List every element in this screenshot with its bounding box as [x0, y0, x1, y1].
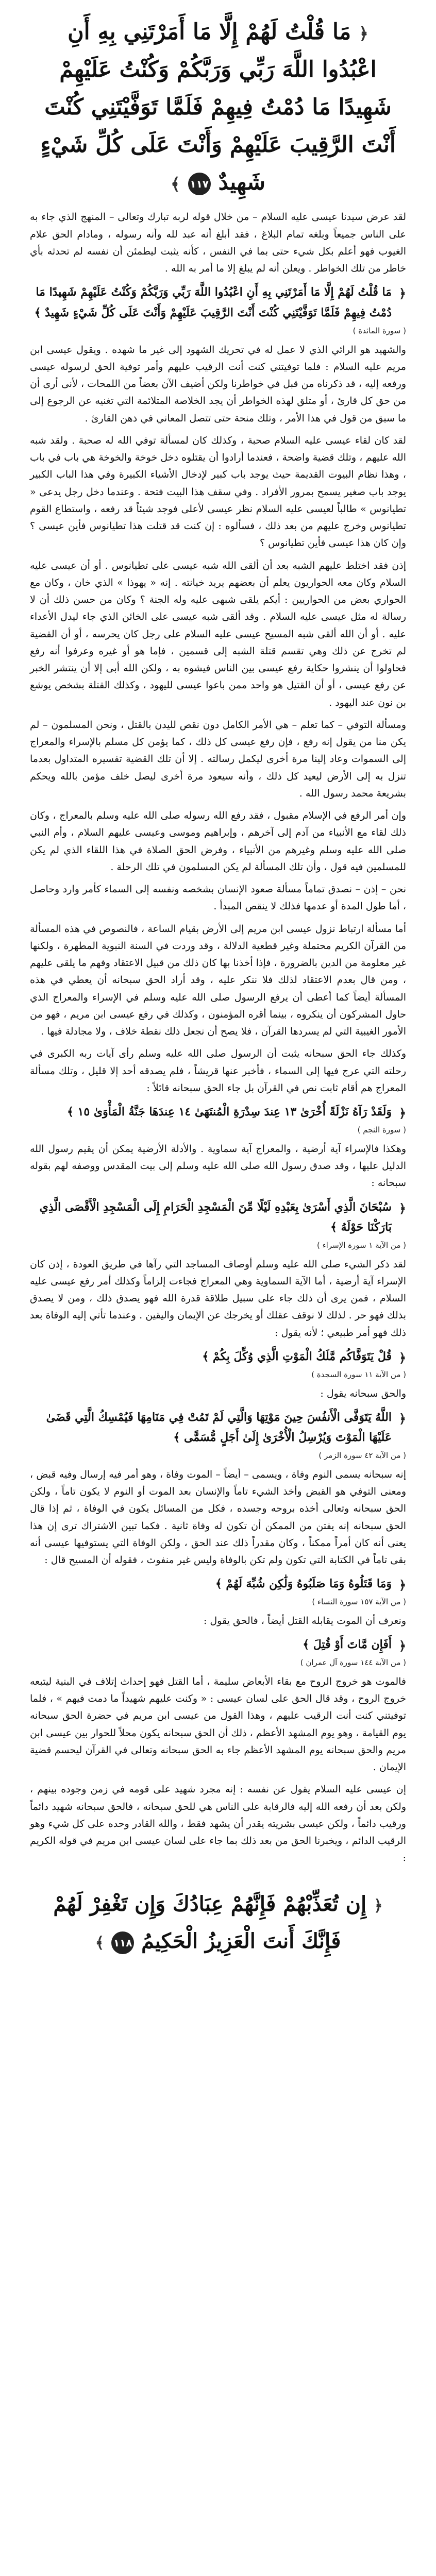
body-paragraph: إنه سبحانه يسمى النوم وفاة ، ويسمى – أيضاً – الموت وفاة ، وهو أمر فيه إرسال وفيه قبض ، ومعنى التوفي هو القبض وأخذ الشيء تاماً والإنسان بعد الموت أو النوم لا يكون تاماً ، ولكن الحق سبحانه وتعالى أخذه بروحه وجسده ، فكل من المسائل يكون في الوفاة ، ثم إذا قال الحق سبحانه إنه يفتن من الممكن أن تكون له وفاة ثانية . فكما تبين الاشتراك ترى إن هذا يعنى أنه كان أمراً ممكناً ، وكان مقدراً ذلك عند الحق ، ولكن الوفاة التي يستوفيها عيسى أنه بقى تاماً في الكتابة التي تكون ولم تكن بالوفاة وليس غير منفوث ، فقوله أن المسيح قال : [30, 1468, 406, 1566]
body-paragraph: نحن – إذن – نصدق تماماً مسألة صعود الإنسان بشخصه ونفسه إلى السماء كأمر وارد وحاصل ، أما طول المدة أو عدمها فذلك لا ينقص المبدأ . [30, 884, 406, 912]
verse-reference: ( من الآية ١٤٤ سورة آل عمران ) [300, 1657, 406, 1667]
quranic-quote [30, 1408, 406, 1448]
body-paragraph: لقد كان لقاء عيسى عليه السلام صحبة ، وكذلك كان لمسألة توفي الله له صحبة . ولقد شبه الله عليهم ، وتلك قضية واضحة ، فعندما أرادوا أن يقتلوه دخل خوخة والخوخة هي باب في باب ، وهذا نظام البيوت القديمة حيث يوجد باب كبير لإدخال الأشياء الكبيرة وفي هذا الباب الكبير يوجد باب صغير يسمح بمرور الأفراد . وفي سقف هذا البيت فتحة . وعندما دخل رجل يدعى « تطيانوس » طالباً لعيسى عليه السلام نظر عيسى لأعلى فوجد شيئاً قد رفعه ، واستطاع القوم تطيانوس وخرج عليهم من بعد ذلك ، فسألوه : إن كنت قد قتلت هذا تطيانوس فأين عيسى ؟ وإن كان هذا عيسى فأين تطيانوس ؟ [30, 434, 406, 549]
quote-bracket-mark: ﴿ [398, 1411, 406, 1426]
verse-reference: ( من الآية ١ سورة الإسراء ) [317, 1240, 406, 1250]
quote-bracket-mark: ﴿ [398, 1638, 406, 1654]
closing-close-bracket: ﴾ [95, 1934, 105, 1952]
quote-text: وَمَا قَتَلُوهُ وَمَا صَلَبُوهُ وَلَٰكِن شُبِّهَ لَهُمْ ﴾ [215, 1577, 392, 1591]
quote-text: قُلْ يَتَوَفَّاكُم مَّلَكُ الْمَوْتِ الَّذِي وُكِّلَ بِكُمْ ﴾ [202, 1349, 392, 1363]
body-paragraph: فالموت هو خروج الروح مع بقاء الأبعاض سليمة ، أما القتل فهو إحداث إتلاف في البنية ليتبعه خروج الروح ، وقد قال الحق على لسان عيسى : « وكنت عليهم شهيداً ما دمت فيهم » ، فلما توفيتني كنت أنت الرقيب عليهم ، وهذا القول من عيسى ابن مريم في حضرة الحق سبحانه يوم القيامة ، وهو يوم المشهد الأعظم ، ذلك أن الحق سبحانه يكون محلاً للحوار بين عيسى ابن مريم والحق سبحانه يوم المشهد الأعظم جاء به الحق سبحانه وتعالى في القرآن ليحسم قضية الإيمان . [30, 1675, 406, 1773]
body-paragraph: لقد ذكر الشيء صلى الله عليه وسلم أوصاف المساجد التي رآها في طريق العودة ، إذن كان الإسراء آية أرضية ، أما الآية السماوية وهي المعراج فجاءت إلزاماً وكذلك أمر رفع عيسى عليه السلام ، فمن يرى أن ذلك جاء على سبيل طلاقة قدرة الله فهو يصدق ذلك ، ومن لا يصدق بذلك فهو حر . لذلك لا نوقف عقلك أو يخرجك عن الإيمان واليقين . وعندما تأتي إليه الوفاة بعد ذلك فهو أمر طبيعي ؛ لأنه يقول : [30, 1258, 406, 1338]
verse-reference: ( من الآية ٤٢ سورة الزمر ) [318, 1450, 406, 1460]
header-verse-text: مَا قُلْتُ لَهُمْ إِلَّا مَا أَمَرْتَنِي بِهِ أَنِ اعْبُدُوا اللَّهَ رَبِّي وَرَبَّكُمْ وَكُنْتُ عَلَيْهِمْ شَهِيدًا مَا دُمْتُ فِيهِمْ فَلَمَّا تَوَفَّيْتَنِي كُنْتَ أَنْتَ الرَّقِيبَ عَلَيْهِمْ وَأَنْتَ عَلَى كُلِّ شَيْءٍ شَهِيدٌ [40, 19, 396, 196]
quranic-quote [30, 1347, 406, 1367]
body-paragraph: والحق سبحانه يقول : [320, 1387, 406, 1399]
body-paragraph: أما مسألة ارتباط نزول عيسى ابن مريم إلى الأرض بقيام الساعة ، فالنصوص في هذه المسألة من القرآن الكريم محتملة وغير قطعية الدلالة ، وقد وردت في السنة النبوية المطهرة ، ولكنها غير معلومة من الدين بالضرورة ، فإذا أخذنا بها كان ذلك من قبيل الاعتقاد وفهم ما يلقى عليهم ، ومن قال بعدم الاعتقاد لذلك فلا ننكر عليه ، وقد أراد الحق سبحانه أن يعطي في هذه المسألة أيضاً كما أعطى أن يرفع الرسول صلى الله عليه وسلم في الإسراء والمعراج الذي حاول المشركون أن ينكروه ، بينما أقره المؤمنون ، وكذلك في رفع عيسى ابن مريم ، فهو من الأمور الغيبية التي لم يسردها القرآن ، فلا يصح أن نجعل ذلك نقطة خلاف ، ولا مجادلة فيها . [30, 923, 406, 1038]
verse-close-bracket: ﴾ [170, 174, 180, 194]
closing-verse-text: إِن تُعَذِّبْهُمْ فَإِنَّهُمْ عِبَادُكَ وَإِن تَغْفِرْ لَهُمْ فَإِنَّكَ أَنتَ الْعَزِيزُ الْحَكِيمُ [53, 1891, 367, 1953]
closing-verse [53, 1886, 383, 1960]
body-paragraph: وإن أمر الرفع في الإسلام مقبول ، فقد رفع الله رسوله صلى الله عليه وسلم بالمعراج ، وكان ذلك لقاء مع الأنبياء من آدم إلى آخرهم ، وإبراهيم وموسى وعيسى عليهم السلام ، وأم النبي صلى الله عليه وسلم وغيرهم من الأنبياء ، وفرض الحق الصلاة في هذا اللقاء الذي لم يكن للمسلمين فيه قول ، وأن تلك المسألة لم يكن المسلمون في تلك الرحلة . [30, 810, 406, 873]
body-paragraph: إذن فقد اختلط عليهم الشبه بعد أن ألقى الله شبه عيسى على تطيانوس . أو أن عيسى عليه السلام وكان معه الحواريون يعلم أن بعضهم يريد خيانته . إنه « يهوذا » الذي خان ، وكان مع الحواري بعض من الحواريين : أيكم يلقى شبهى عليه وله الجنة ؟ وكان من حسن ذلك أن لا رسالة له مثل عيسى عليه السلام . وقد ألقى شبه عيسى على الخائن الذي جاء ليدل الأعداء عليه . أو أن الله ألقى شبه المسيح عيسى عليه السلام على رجل كان يحرسه ، أو أن القضية لم تخرج عن ذلك وهي تقسم قتلة الشبه إلى قسمين ، فإما هو أو غيره وعرفوا أنه رفع فحاولوا أن ينشروا حكاية رفع عيسى بين الناس فيشوه به ، ولكن الله أبى إلا أن ينتشر الخبر عن رفع عيسى ، أو أن القتيل هو واحد ممن باعوا عيسى لليهود ، وكذلك القتلة بشخص يوشع بن نون عند اليهود . [30, 560, 406, 708]
closing-ayah-number-badge: ١١٨ [111, 1931, 134, 1954]
quote-bracket-mark: ﴿ [398, 1578, 406, 1593]
quote-text: سُبْحَانَ الَّذِي أَسْرَىٰ بِعَبْدِهِ لَيْلًا مِّنَ الْمَسْجِدِ الْحَرَامِ إِلَى الْمَسْجِدِ الْأَقْصَى الَّذِي بَارَكْنَا حَوْلَهُ ﴾ [39, 1200, 392, 1234]
verse-open-bracket: ﴿ [359, 24, 368, 43]
verse-reference: ( من الآية ١٥٧ سورة النساء ) [312, 1597, 406, 1607]
quote-text: اللَّهُ يَتَوَفَّى الْأَنفُسَ حِينَ مَوْتِهَا وَالَّتِي لَمْ تَمُتْ فِي مَنَامِهَا فَيُمْسِكُ الَّتِي قَضَىٰ عَلَيْهَا الْمَوْتَ وَيُرْسِلُ الْأُخْرَىٰ إِلَىٰ أَجَلٍ مُّسَمًّى ﴾ [46, 1410, 392, 1445]
quote-bracket-mark: ﴿ [398, 1106, 406, 1121]
closing-open-bracket: ﴿ [374, 1896, 383, 1915]
body-paragraph: ومسألة التوفي – كما تعلم – هي الأمر الكامل دون نقص لليدن بالقتل ، ونحن المسلمون – لم يكن منا من يقول إنه رفع ، فإن رفع عيسى كل ذلك ، كما يؤمن كل مسلم بالإسراء والمعراج إلى السموات وعاد إلينا مرة أخرى ليكمل رسالته . إلا أن تلك القضية تفسيره المتداول بعدما تنزل به إلى الأرض ليعيد كل ذلك ، وأنه سيعود مرة أخرى ليصل خلف مؤمن بالله ويحكم بشريعة محمد رسول الله . [30, 719, 407, 799]
quote-text: مَا قُلْتُ لَهُمْ إِلَّا مَا أَمَرْتَنِي بِهِ أَنِ اعْبُدُوا اللَّهَ رَبِّي وَرَبَّكُمْ وَكُنْتُ عَلَيْهِمْ شَهِيدًا مَا دُمْتُ فِيهِمْ فَلَمَّا تَوَفَّيْتَنِي كُنْتَ أَنْتَ الرَّقِيبَ عَلَيْهِمْ وَأَنْتَ عَلَى كُلِّ شَيْءٍ شَهِيدٌ ﴾ [34, 285, 392, 320]
quranic-quote [30, 282, 406, 323]
verse-reference: ( سورة المائدة ) [353, 326, 406, 335]
body-paragraph: ونعرف أن الموت يقابله القتل أيضاً ، فالحق يقول : [203, 1615, 406, 1627]
body-paragraph: وهكذا فالإسراء آية أرضية ، والمعراج آية سماوية . والأدلة الأرضية يمكن أن يقيم رسول الله الدليل عليها ، وقد صدق رسول الله صلى الله عليه وسلم إلى بيت المقدس ووصفه لهم بقوله سبحانه : [30, 1143, 406, 1189]
quote-bracket-mark: ﴿ [398, 1200, 406, 1216]
body-paragraph: وكذلك جاء الحق سبحانه يثبت أن الرسول صلى الله عليه وسلم رأى آيات ربه الكبرى في رحلته التي عرج فيها إلى السماء ، فأخبر عنها قريشاً ، فلم يصدقه أحد إلا قليل ، وتلك مسألة المعراج هم أقام ثابت نص في القرآن بل جاء الحق سبحانه قائلاً : [30, 1048, 406, 1094]
body-paragraph: إن عيسى عليه السلام يقول عن نفسه : إنه مجرد شهيد على قومه في زمن وجوده بينهم ، ولكن بعد أن رفعه الله إليه فالرقابة على الناس هي للحق سبحانه ، فالحق سبحانه شهيد دائماً ورقيب دائماً ، ولكن عيسى بشريته يقدر أن يشهد فقط ، والله القادر وحده على كل شيء وهو الرقيب الدائم ، ويخبرنا الحق من بعد ذلك بما جاء على لسان عيسى ابن مريم في قوله الكريم : [30, 1784, 406, 1864]
quranic-quote [30, 1574, 406, 1595]
quote-text: وَلَقَدْ رَآهُ نَزْلَةً أُخْرَىٰ ١٣ عِندَ سِدْرَةِ الْمُنتَهَىٰ ١٤ عِندَهَا جَنَّةُ الْمَأْوَىٰ ١٥ ﴾ [67, 1105, 392, 1119]
quranic-quote [30, 1102, 406, 1123]
verse-reference: ( سورة النجم ) [357, 1125, 406, 1134]
quranic-quote [30, 1197, 406, 1238]
ayah-number-badge: ١١٧ [188, 173, 211, 195]
commentary-body [30, 209, 406, 1867]
header-verse [38, 10, 398, 201]
quote-bracket-mark: ﴿ [398, 1350, 406, 1365]
body-paragraph: والشهيد هو الرائي الذي لا عمل له في تحريك الشهود إلى غير ما شهده . ويقول عيسى ابن مريم عليه السلام : فلما توفيتني كنت أنت الرقيب عليهم وأمر توفية الحق لرسوله عيسى ورفعه إليه ، قد ذكرناه من قبل في خواطرنا ولكن أضيف الآن بعضاً من اللمحات ، لأنى أرى أن من حق كل قارئ ، أو متلق لهذه الخواطر أن يجد الخلاصة المتلائمة التي تغنيه عن الرجوع إلى ما سبق من قول في هذا الأمر ، وتلك منحة حتى تتصل المعاني في ذهن القارئ . [30, 344, 406, 424]
quote-bracket-mark: ﴿ [398, 286, 406, 301]
body-paragraph: لقد عرض سيدنا عيسى عليه السلام – من خلال قوله لربه تبارك وتعالى – المنهج الذي جاء به على الناس جميعاً وبلغه تمام البلاغ ، فقد أبلغ أنه عبد لله وأنه رسوله ، ومادام الحق علام الغيوب فهو أعلم بكل شيء حتى بما في النفس ، كأنه يثبت ليطمئن أن نفسه لم تحدثه بأي خاطر من تلك الخواطر . ويعلن أنه لم يبلغ إلا ما أمر به الله . [30, 211, 406, 275]
quranic-quote [30, 1635, 406, 1655]
quote-text: أَفَإِن مَّاتَ أَوْ قُتِلَ ﴾ [303, 1638, 392, 1652]
verse-reference: ( من الآية ١١ سورة السجدة ) [311, 1369, 406, 1379]
